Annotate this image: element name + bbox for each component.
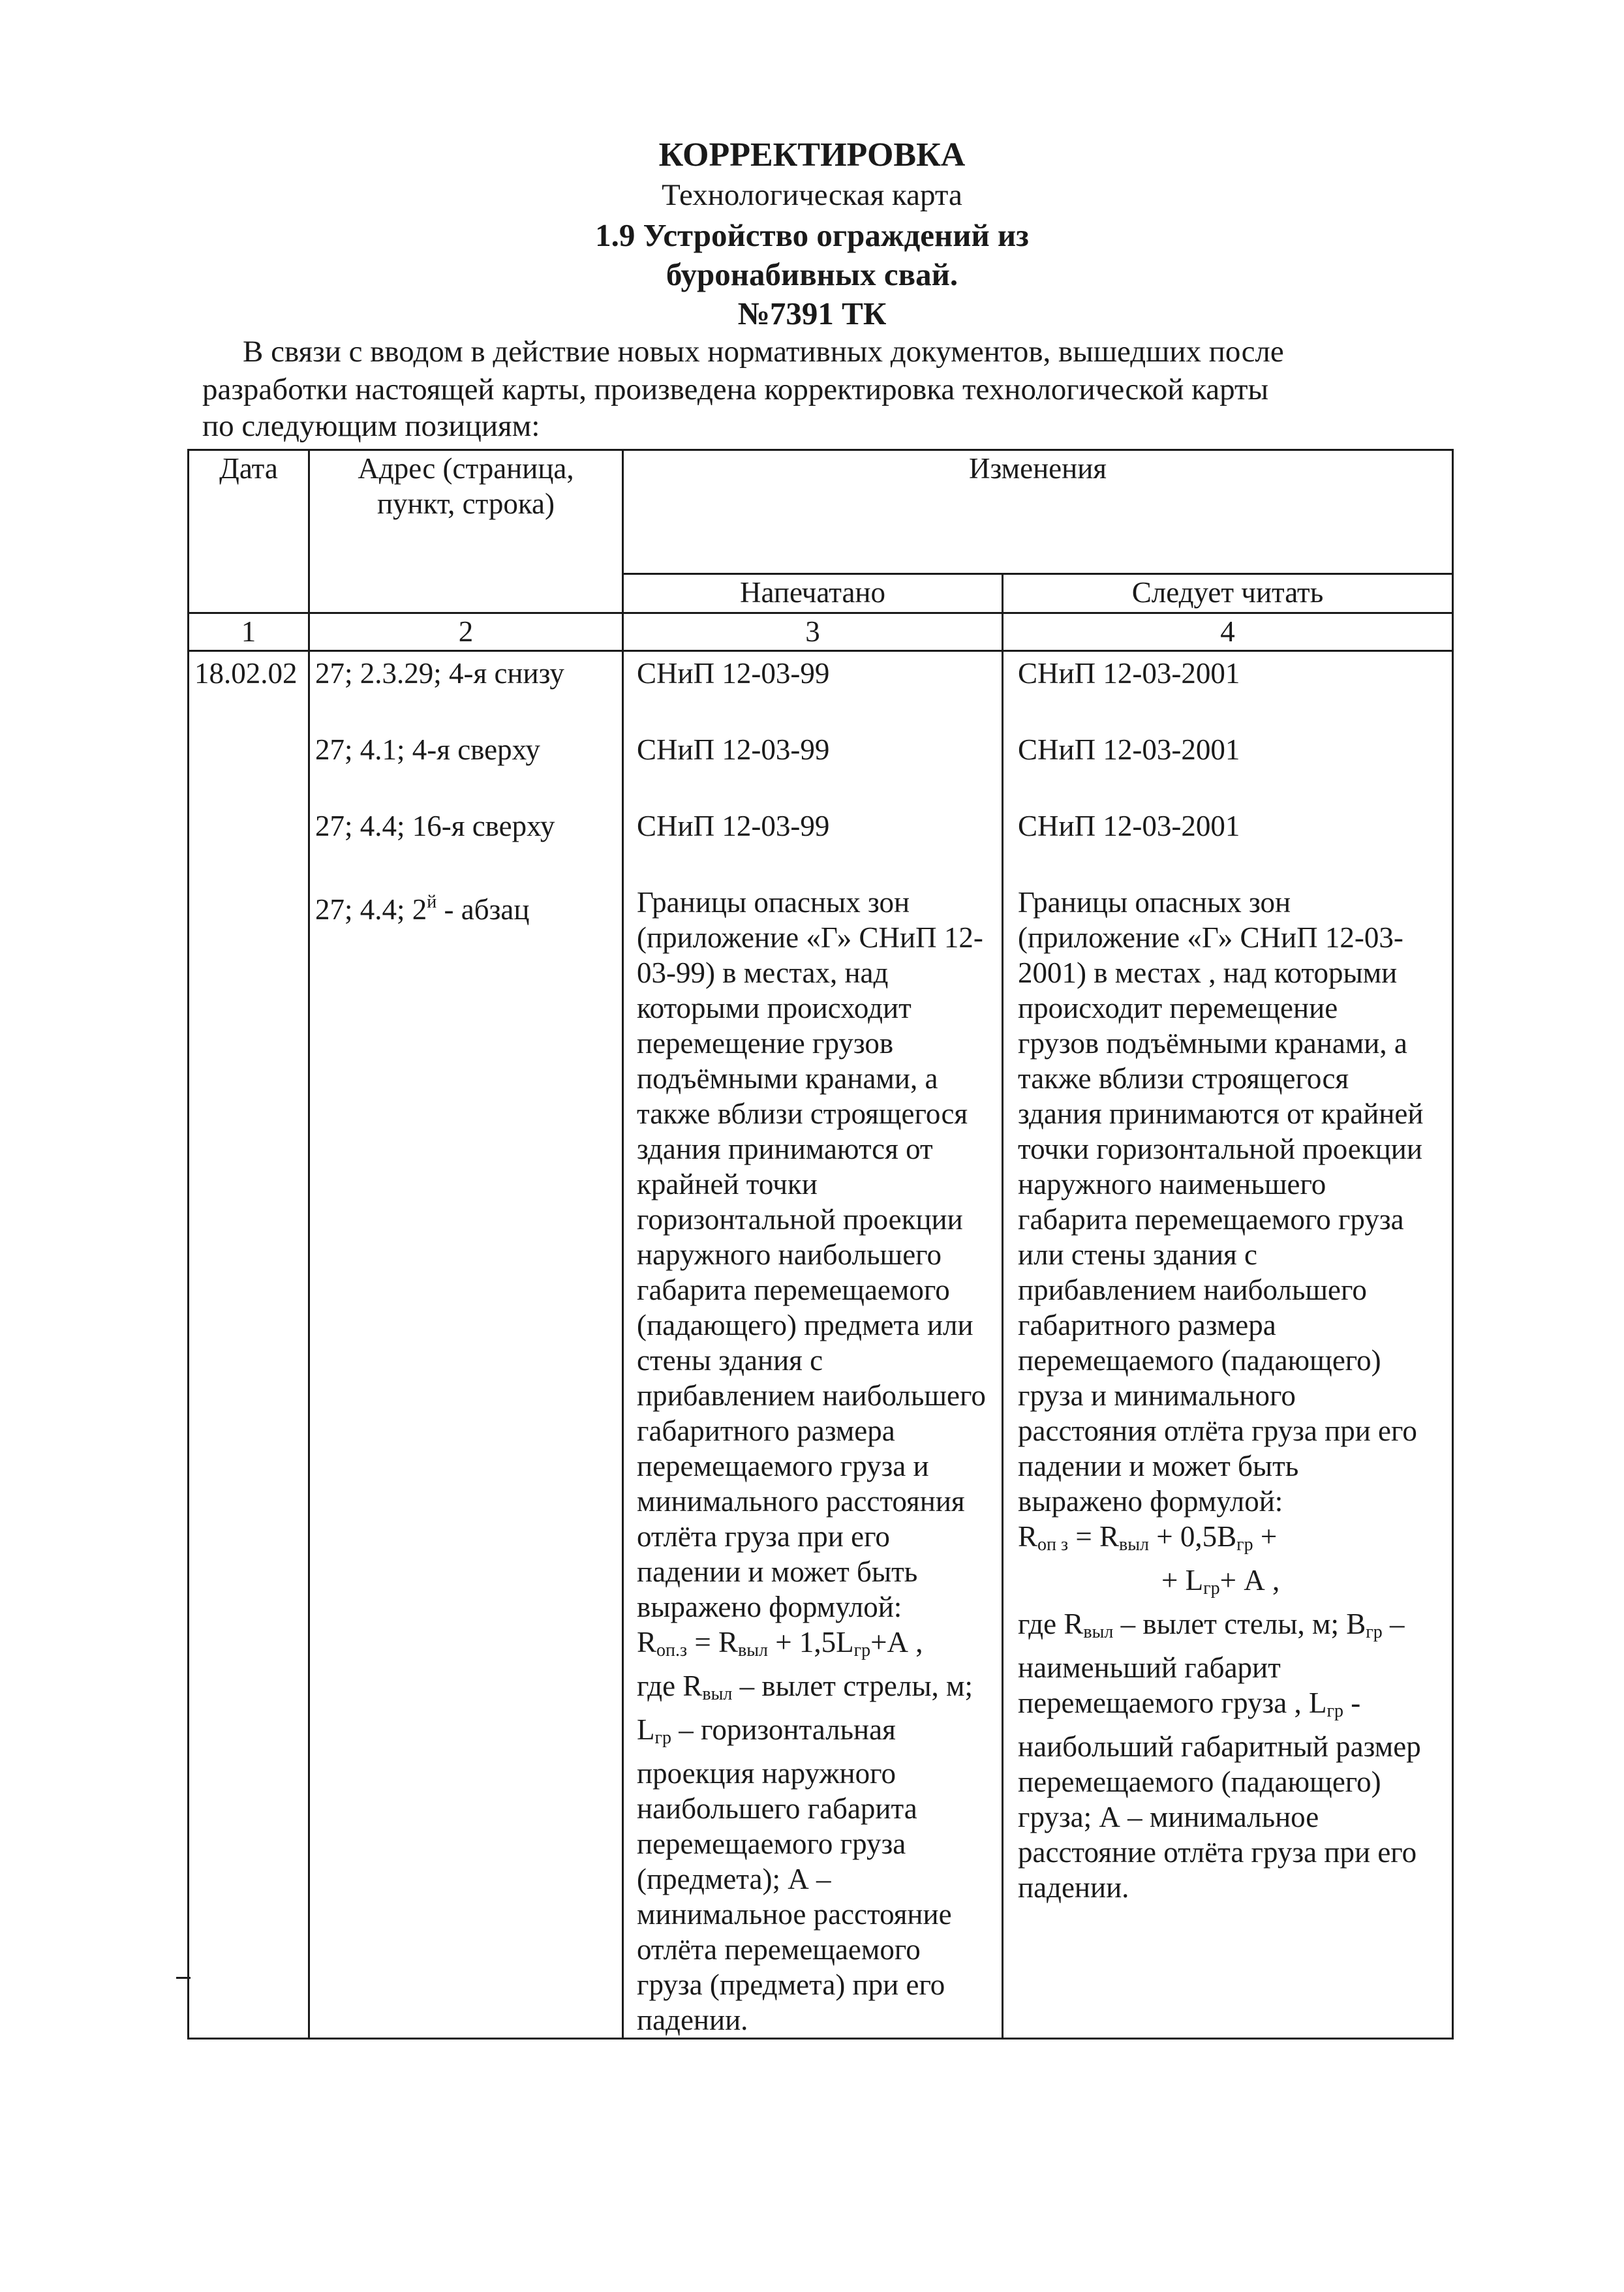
read-legend [1018, 1606, 1426, 1905]
address-row-2: 27; 4.1; 4-я сверху [315, 733, 540, 766]
read-legend-e-sub: гр [1326, 1701, 1343, 1721]
corrections-table [187, 449, 1454, 2040]
should-read-column [1003, 651, 1453, 2039]
column-number-2: 2 [309, 613, 623, 651]
formula-r-sub: оп.з [656, 1640, 688, 1660]
address-row-3: 27; 4.4; 16-я сверху [315, 810, 555, 842]
header-changes: Изменения [623, 450, 1453, 574]
formula-mid: + 1,5L [767, 1626, 854, 1658]
address-column [309, 651, 623, 2039]
read-row-4-text: Границы опасных зон (приложение «Г» СНиП 12-03-2001) в местах , над которыми происходит перемещение грузов подъёмными кранами, а также вблизи строящегося здания принимаются от крайней точки горизонтальной проекции наружного наименьшего габарита перемещаемого груза или стены здания с прибавлением наибольшего габаритного размера перемещаемого (падающего) груза и минимального расстояния отлёта груза при его падении и может быть выражено формулой: [1018, 886, 1424, 1518]
read-row-1: СНиП 12-03-2001 [1018, 657, 1240, 690]
read-formula-end: + А , [1219, 1564, 1280, 1597]
formula-eq: = R [687, 1626, 738, 1658]
printed-formula [637, 1625, 987, 1668]
legend-a-sub: выл [702, 1684, 733, 1704]
read-formula-l-sub: гр [1203, 1578, 1220, 1598]
read-legend-f: - наибольший габаритный размер перемещаемого (падающего) груза; А – минимальное расстояние отлёта груза при его падении. [1018, 1687, 1421, 1904]
column-number-3: 3 [623, 613, 1003, 651]
address-row-1: 27; 2.3.29; 4-я снизу [315, 657, 564, 690]
legend-c: L [637, 1713, 655, 1746]
header-address: Адрес (страница, пункт, строка) [309, 450, 623, 613]
read-legend-d: – наименьший габарит перемещаемого груза , L [1018, 1608, 1405, 1719]
read-formula-mid: + 0,5B [1148, 1520, 1237, 1553]
read-legend-a-sub: выл [1083, 1622, 1114, 1642]
legend-a: где R [637, 1670, 703, 1702]
document-title: КОРРЕКТИРОВКА [658, 136, 966, 174]
printed-column [623, 651, 1003, 2039]
card-name-line1: 1.9 Устройство ограждений из [595, 217, 1029, 253]
legend-b: – вылет стрелы, м; [732, 1670, 973, 1702]
printed-row-1: СНиП 12-03-99 [637, 657, 830, 690]
read-formula-plus: + [1253, 1520, 1278, 1553]
formula-r: R [637, 1626, 657, 1658]
header-printed: Напечатано [623, 574, 1003, 613]
formula-gr-sub: гр [853, 1640, 871, 1660]
printed-row-2: СНиП 12-03-99 [637, 733, 830, 766]
read-row-3: СНиП 12-03-2001 [1018, 810, 1240, 842]
date-cell: 18.02.02 [189, 651, 309, 2039]
column-number-1: 1 [189, 613, 309, 651]
intro-line-2: разработки настоящей карты, произведена корректировка технологической карты [202, 373, 1269, 406]
intro-line-3: по следующим позициям: [202, 409, 540, 443]
read-formula-r-sub: оп з [1037, 1535, 1069, 1555]
read-legend-b: – вылет стелы, м; [1113, 1608, 1339, 1640]
read-row-2: СНиП 12-03-2001 [1018, 733, 1240, 766]
column-number-4: 4 [1003, 613, 1453, 651]
printed-row-3: СНиП 12-03-99 [637, 810, 830, 842]
card-number: №7391 ТК [737, 296, 887, 331]
card-name-line2: буронабивных свай. [666, 256, 958, 292]
read-formula-l: + L [1161, 1564, 1204, 1597]
formula-end: +А , [870, 1626, 923, 1658]
printed-row-4-text: Границы опасных зон (приложение «Г» СНиП 12-03-99) в местах, над которыми происходит перемещение грузов подъёмными кранами, а также вблизи строящегося здания принимаются от крайней точки горизонтальной проекции наружного наибольшего габарита перемещаемого (падающего) предмета или стены здания с прибавлением наибольшего габаритного размера перемещаемого груза и минимального расстояния отлёта груза при его падении и может быть выражено формулой: [637, 886, 986, 1623]
legend-c-sub: гр [654, 1728, 671, 1748]
read-legend-a: где R [1018, 1608, 1084, 1640]
read-formula-vyl-sub: выл [1118, 1535, 1149, 1555]
address-row-4-sup: й [427, 892, 437, 912]
legend-d: – горизонтальная проекция наружного наибольшего габарита перемещаемого груза (предмета); А – минимальное расстояние отлёта перемещаемого груза (предмета) при его падении. [637, 1713, 952, 2036]
read-legend-c-sub: гр [1366, 1622, 1383, 1642]
address-row-4-text-a: 27; 4.4; 2 [315, 893, 427, 926]
bottom-line-tick [176, 1977, 191, 1979]
document-subtitle: Технологическая карта [662, 178, 962, 212]
formula-vyl-sub: выл [737, 1640, 768, 1660]
address-row-4-text-b: - абзац [437, 893, 530, 926]
read-legend-c: B [1346, 1608, 1366, 1640]
intro-line-1: В связи с вводом в действие новых нормативных документов, вышедших после [243, 335, 1284, 369]
header-should-read: Следует читать [1003, 574, 1453, 613]
address-row-4 [315, 885, 617, 927]
read-formula-gr-sub: гр [1236, 1535, 1253, 1555]
header-date: Дата [189, 450, 309, 613]
read-formula-line2 [1018, 1563, 1426, 1606]
read-formula-eq: = R [1068, 1520, 1119, 1553]
read-formula-line1 [1018, 1519, 1426, 1563]
read-formula-r: R [1018, 1520, 1038, 1553]
printed-legend [637, 1668, 987, 2038]
